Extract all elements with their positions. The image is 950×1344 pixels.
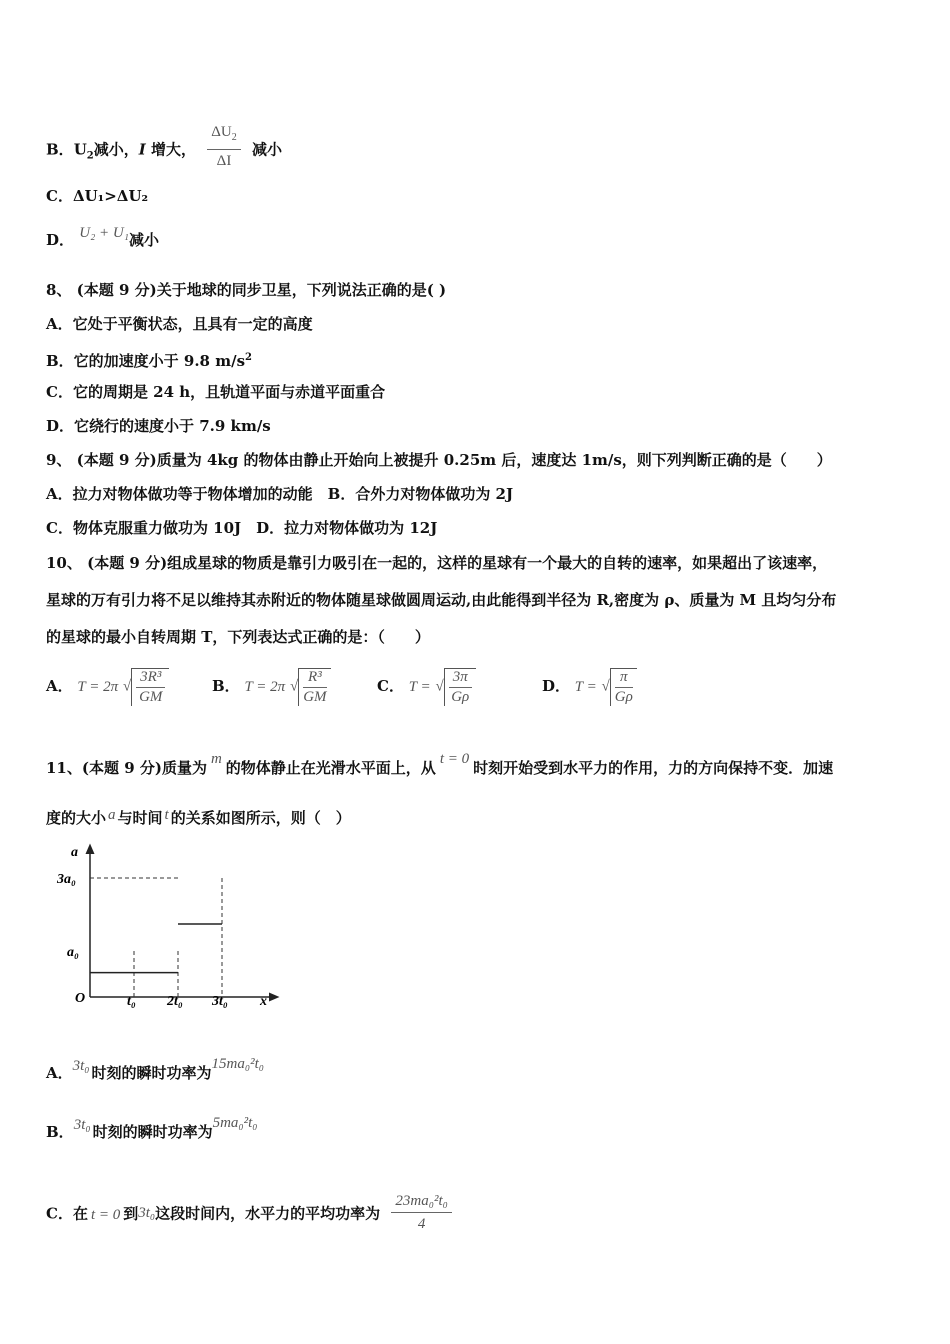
fraction: $\frac{\Delta U_2}{\Delta I}$ bbox=[207, 122, 240, 171]
q10-stem-line1: 10、 (本题 9 分)组成星球的物质是靠引力吸引在一起的，这样的星球有一个最大的自转的速率，如果超出了该速率， bbox=[46, 554, 828, 572]
q9-options-ab[interactable]: A．拉力对物体做功等于物体增加的动能 B．合外力对物体做功为 2J bbox=[46, 485, 514, 503]
y-axis-label: a bbox=[71, 845, 78, 860]
x-tick-t0: t₀ bbox=[127, 994, 136, 1009]
q10-option-b[interactable]: B． T = 2π √ $\frac{\text{R³}}{GM}$ bbox=[212, 668, 331, 706]
q10-stem-line3: 的星球的最小自转周期 T，下列表达式正确的是：（ ） bbox=[46, 628, 430, 646]
sqrt-symbol: √ $\frac{\text{R³}}{GM}$ bbox=[290, 668, 331, 706]
q8-option-b[interactable]: B．它的加速度小于 9.8 $m/s^2$ bbox=[46, 352, 252, 370]
q7-option-c[interactable]: C．ΔU₁>ΔU₂ bbox=[46, 187, 149, 205]
q7-option-b[interactable]: B．$U_2$减小，I 增大， $\frac{\Delta U_2}{\Delta I}$ 减小 bbox=[46, 124, 282, 169]
q9-stem: 9、 (本题 9 分)质量为 4kg 的物体由静止开始向上被提升 0.25m 后，速度达 1m/s，则下列判断正确的是（ ） bbox=[46, 451, 832, 469]
q8-option-a[interactable]: A．它处于平衡状态，且具有一定的高度 bbox=[46, 315, 313, 333]
q11-option-a[interactable]: A．3t₀ 时刻的瞬时功率为15ma₀²t₀ bbox=[46, 1056, 264, 1082]
q8-option-c[interactable]: C．它的周期是 24 h，且轨道平面与赤道平面重合 bbox=[46, 383, 386, 401]
q10-stem-line2: 星球的万有引力将不足以维持其赤附近的物体随星球做圆周运动,由此能得到半径为 R,密度为 ρ、质量为 M 且均匀分布 bbox=[46, 591, 837, 609]
q11-option-b[interactable]: B．3t₀ 时刻的瞬时功率为5ma₀²t₀ bbox=[46, 1115, 258, 1141]
sqrt-symbol: √ $\frac{\pi}{G\rho}$ bbox=[602, 668, 637, 706]
q10-option-d[interactable]: D． T = √ $\frac{\pi}{G\rho}$ bbox=[542, 668, 637, 706]
q10-option-c[interactable]: C． T = √ $\frac{3\pi}{G\rho}$ bbox=[377, 668, 476, 706]
q11-stem-line1: 11、(本题 9 分)质量为 m 的物体静止在光滑水平面上，从 t = 0 时刻开始受到水平力的作用，力的方向保持不变．加速 bbox=[46, 751, 834, 777]
sqrt-symbol: √ $\frac{3\pi}{G\rho}$ bbox=[435, 668, 475, 706]
x-tick-3t0: 3t₀ bbox=[212, 994, 228, 1009]
q9-options-cd[interactable]: C．物体克服重力做功为 10J D．拉力对物体做功为 12J bbox=[46, 519, 438, 537]
q8-stem: 8、 (本题 9 分)关于地球的同步卫星，下列说法正确的是( ) bbox=[46, 281, 447, 299]
y-tick-a0: a₀ bbox=[67, 945, 79, 960]
acceleration-time-graph bbox=[55, 842, 295, 1017]
math-expression: U₂ + U₁ bbox=[79, 225, 129, 241]
x-axis-label: x bbox=[260, 994, 267, 1009]
origin-label: O bbox=[75, 991, 86, 1006]
q8-option-d[interactable]: D．它绕行的速度小于 7.9 km/s bbox=[46, 417, 271, 435]
y-tick-3a0: 3a₀ bbox=[57, 872, 76, 887]
x-tick-2t0: 2t₀ bbox=[167, 994, 183, 1009]
fraction: $\frac{\text{23ma₀²t₀}}{4}$ bbox=[391, 1191, 451, 1234]
option-label: B． bbox=[46, 140, 74, 159]
q11-option-c[interactable]: C．在 t = 0 到3t₀这段时间内，水平力的平均功率为 $\frac{\text{23ma₀²t₀}}{4}$ bbox=[46, 1193, 458, 1236]
q10-option-a[interactable]: A． T = 2π √ $\frac{\text{3R³}}{GM}$ bbox=[46, 668, 169, 706]
q7-option-d[interactable]: D． U₂ + U₁减小 bbox=[46, 225, 159, 249]
q11-stem-line2: 度的大小 a 与时间 t 的关系如图所示，则（ ） bbox=[46, 807, 351, 827]
sqrt-symbol: √ $\frac{\text{3R³}}{GM}$ bbox=[123, 668, 169, 706]
